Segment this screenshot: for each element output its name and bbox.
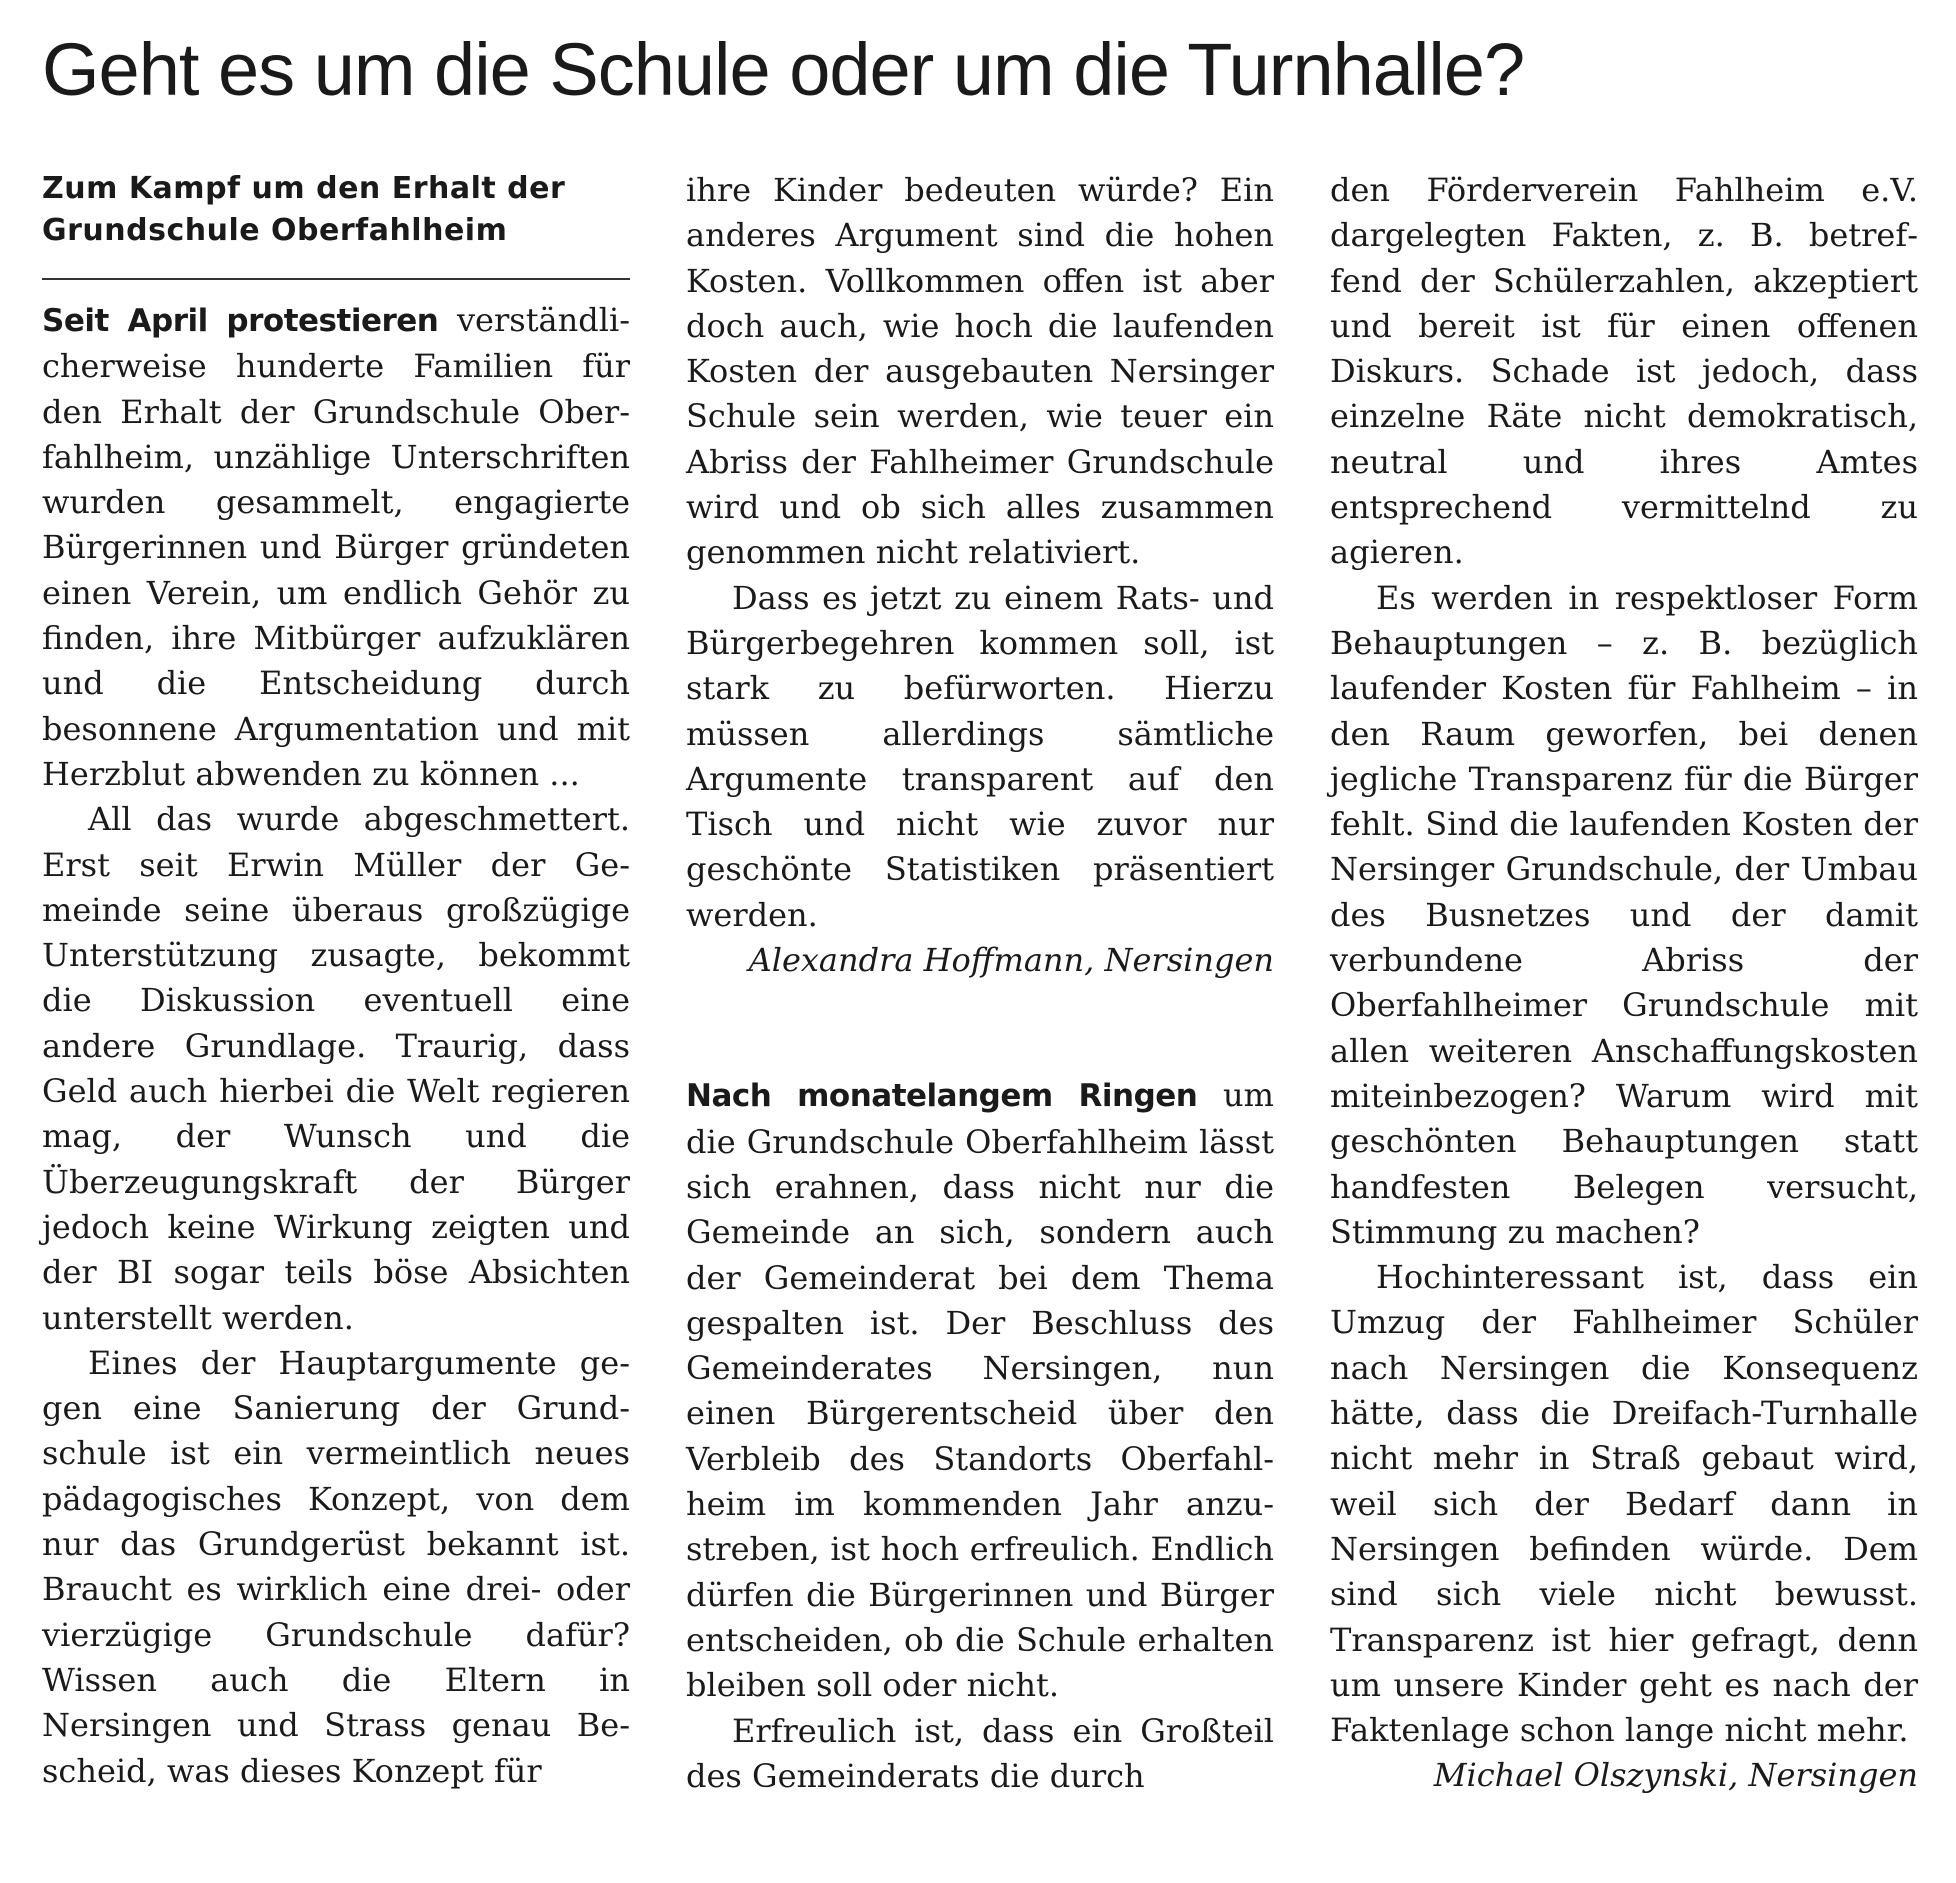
letter1-paragraph-3-cont: ihre Kinder bedeuten würde? Ein anderes Argument sind die hohen Kosten. Vollkommen offen ist aber doch auch, wie hoch die laufenden Kosten der ausgebauten Nersinger Schule sein werden, wie teuer ein Abriss der Fahlheimer Grundschule wird und ob sich alles zusammen genommen nicht relativiert.: [686, 171, 1274, 572]
letter1-paragraph-2: All das wurde abgeschmettert. Erst seit Erwin Müller der Gemeinde seine überaus großzügige Unterstützung zusagte, bekommt die Diskussion eventuell eine andere Grundlage. Traurig, dass Geld auch hierbei die Welt regieren mag, der Wunsch und die Überzeugungskraft der Bürger jedoch keine Wirkung zeigten und der BI sogar teils böse Absichten unterstellt werden.: [42, 800, 630, 1337]
letter2-paragraph-1: Nach monatelangem Ringen um die Grundschule Oberfahlheim lässt sich erahnen, dass nicht nur die Gemeinde an sich, sondern auch der Gemeinderat bei dem Thema gespalten ist. Der Beschluss des Gemeinderates Nersingen, nun einen Bürgerentscheid über den Verbleib des Standorts Oberfahlheim im kommenden Jahr anzustreben, ist hoch erfreulich. Endlich dürfen die Bürgerinnen und Bürger entscheiden, ob die Schule erhalten bleiben soll oder nicht.: [686, 1076, 1275, 1705]
column-2: [686, 168, 1274, 1799]
letter2-paragraph-2: Erfreulich ist, dass ein Großteil des Gemeinderats die durch: [686, 1711, 1274, 1795]
letter1-paragraph-3: Eines der Hauptargumente gegen eine Sanierung der Grundschule ist ein vermeintlich neues pädagogisches Konzept, von dem nur das Grundgerüst bekannt ist. Braucht es wirklich eine drei- oder vierzügige Grundschule dafür? Wissen auch die Eltern in Nersingen und Strass genau Bescheid, was dieses Konzept für: [42, 1343, 630, 1790]
letter2-paragraph-2-cont: den Förderverein Fahlheim e.V. dargelegten Fakten, z. B. betreffend der Schülerzahlen, akzeptiert und bereit ist für einen offenen Diskurs. Schade ist jedoch, dass einzelne Räte nicht demokratisch, neutral und ihres Amtes entsprechend vermittelnd zu agieren.: [1330, 171, 1918, 572]
subheadline: Zum Kampf um den Erhalt der Grundschule Oberfahlheim: [42, 171, 566, 248]
letter1-lead: Seit April protestieren: [42, 303, 439, 339]
column-3: [1330, 168, 1918, 1799]
letter2-paragraph-3: Es werden in respektloser Form Behauptungen – z. B. bezüglich laufender Kosten für Fahlheim – in den Raum geworfen, bei denen jegliche Transparenz für die Bürger fehlt. Sind die laufenden Kosten der Nersinger Grundschule, der Umbau des Busnetzes und der damit verbundene Abriss der Oberfahlheimer Grundschule mit allen weiteren Anschaffungskosten miteinbezogen? Warum wird mit geschönten Behauptungen statt handfesten Belegen versucht, Stimmung zu machen?: [1330, 578, 1918, 1251]
page-title: Geht es um die Schule oder um die Turnhalle?: [42, 28, 1525, 111]
divider: [42, 278, 630, 280]
column-1: [42, 168, 630, 1794]
letter2-signature: Michael Olszynski, Nersingen: [1433, 1756, 1918, 1795]
letter1-paragraph-1: Seit April protestieren verständlicherweise hunderte Familien für den Erhalt der Grundschule Oberfahlheim, unzählige Unterschriften wurden gesammelt, engagierte Bürgerinnen und Bürger gründeten einen Verein, um endlich Gehör zu finden, ihre Mitbürger aufzuklären und die Entscheidung durch besonnene Argumentation und mit Herzblut abwenden zu können ...: [42, 301, 631, 793]
letter1-signature: Alexandra Hoffmann, Nersingen: [748, 941, 1274, 980]
letter2-lead: Nach monatelangem Ringen: [686, 1078, 1198, 1115]
letter2-paragraph-4: Hochinteressant ist, dass ein Umzug der Fahlheimer Schüler nach Nersingen die Konsequenz hätte, dass die Dreifach-Turnhalle nicht mehr in Straß gebaut wird, weil sich der Bedarf dann in Nersingen befinden würde. Dem sind sich viele nicht bewusst. Transparenz ist hier gefragt, denn um unsere Kinder geht es nach der Faktenlage schon lange nicht mehr.: [1330, 1258, 1918, 1750]
letter1-paragraph-4: Dass es jetzt zu einem Rats- und Bürgerbegehren kommen soll, ist stark zu befürworten. Hierzu müssen allerdings sämtliche Argumente transparent auf den Tisch und nicht wie zuvor nur geschönte Statistiken präsentiert werden.: [686, 578, 1274, 934]
